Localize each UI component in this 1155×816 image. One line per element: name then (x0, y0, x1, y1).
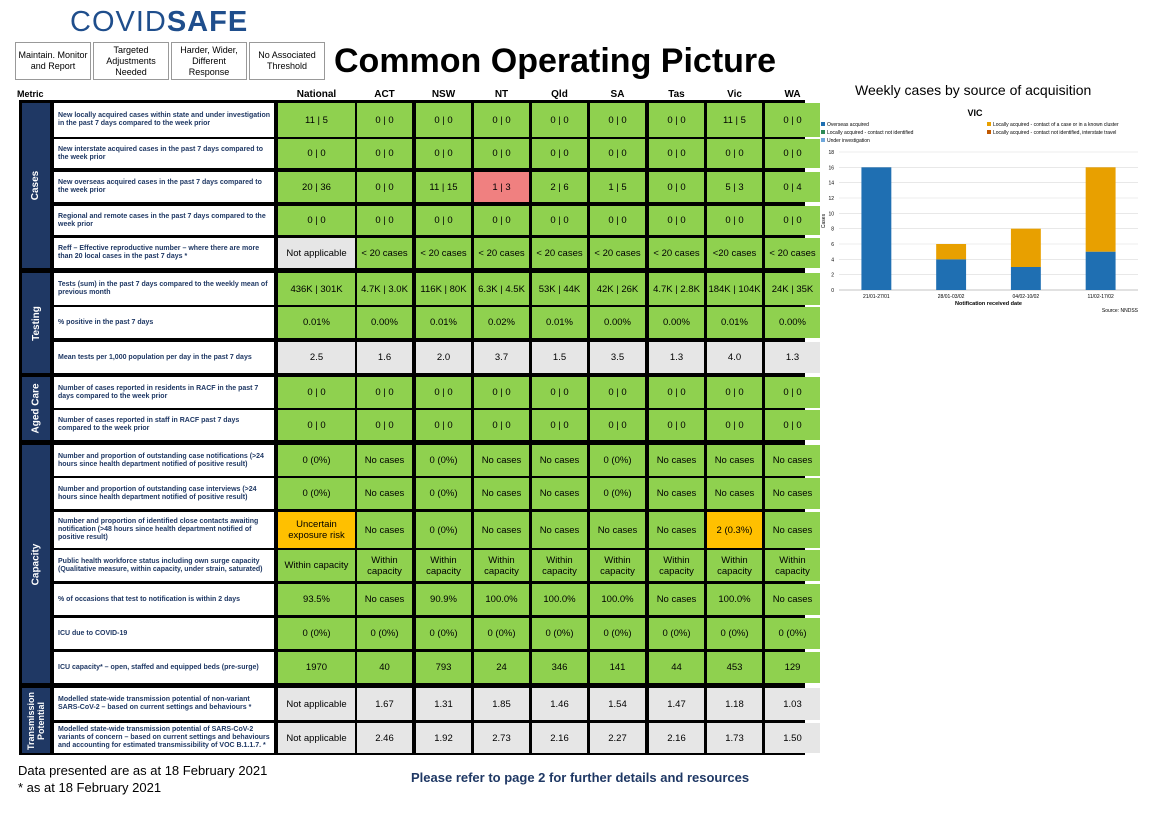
value-cell-sa: 0 (0%) (590, 618, 645, 649)
value-cell-qld: 0 (0%) (532, 618, 587, 649)
value-cell-national: 1970 (278, 652, 355, 683)
value-cell-qld: No cases (532, 445, 587, 476)
asterisk-note: * as at 18 February 2021 (18, 780, 162, 795)
value-cell-wa: 0 | 0 (765, 103, 820, 137)
value-cell-nt: No cases (474, 478, 529, 509)
value-cell-qld: 2 | 6 (532, 172, 587, 202)
value-cell-sa: 141 (590, 652, 645, 683)
value-cell-wa: 1.3 (765, 342, 820, 373)
value-cell-wa: 0 | 4 (765, 172, 820, 202)
value-cell-nt: 3.7 (474, 342, 529, 373)
value-cell-act: 0 | 0 (357, 206, 412, 235)
legend-harder (171, 42, 247, 80)
y-tick-label: 16 (828, 165, 834, 172)
value-cell-sa: < 20 cases (590, 238, 645, 268)
category-label: Capacity (30, 543, 42, 585)
value-cell-wa: 0 (0%) (765, 618, 820, 649)
value-cell-qld: Within capacity (532, 550, 587, 581)
value-cell-vic: 453 (707, 652, 762, 683)
value-cell-wa: < 20 cases (765, 238, 820, 268)
value-cell-nsw: 0 (0%) (416, 445, 471, 476)
weekly-cases-chart (815, 100, 1145, 318)
value-cell-act: 0 (0%) (357, 618, 412, 649)
value-cell-act: 0 | 0 (357, 172, 412, 202)
value-cell-vic: 0 | 0 (707, 410, 762, 440)
value-cell-qld: 1.46 (532, 688, 587, 720)
value-cell-vic: 0 | 0 (707, 206, 762, 235)
value-cell-vic: 1.18 (707, 688, 762, 720)
metric-description: New interstate acquired cases in the past 7 days compared to the week prior (54, 139, 274, 168)
value-cell-sa: 0 | 0 (590, 103, 645, 137)
value-cell-vic: No cases (707, 445, 762, 476)
value-cell-tas: 0 | 0 (649, 103, 704, 137)
value-cell-wa: Within capacity (765, 550, 820, 581)
value-cell-national: Not applicable (278, 723, 355, 753)
y-axis-label: Cases (821, 213, 827, 229)
value-cell-vic: 0 (0%) (707, 618, 762, 649)
refer-note: Please refer to page 2 for further details and resources (411, 770, 750, 785)
value-cell-vic: Within capacity (707, 550, 762, 581)
value-cell-tas: 0 | 0 (649, 206, 704, 235)
value-cell-wa: 0 | 0 (765, 206, 820, 235)
metric-description: Mean tests per 1,000 population per day in the past 7 days (54, 342, 274, 373)
category-cases (22, 103, 50, 268)
value-cell-tas: No cases (649, 512, 704, 548)
legend-swatch (821, 138, 825, 142)
value-cell-nsw: 116K | 80K (416, 273, 471, 305)
value-cell-wa: 0 | 0 (765, 377, 820, 408)
legend-maintain (15, 42, 91, 80)
value-cell-sa: No cases (590, 512, 645, 548)
metric-description: ICU capacity* – open, staffed and equipped beds (pre-surge) (54, 652, 274, 683)
y-tick-label: 14 (828, 180, 834, 187)
value-cell-tas: 4.7K | 2.8K (649, 273, 704, 305)
value-cell-nt: 6.3K | 4.5K (474, 273, 529, 305)
value-cell-tas: < 20 cases (649, 238, 704, 268)
value-cell-nt: 0 | 0 (474, 206, 529, 235)
metric-description: Modelled state-wide transmission potential of SARS-CoV-2 variants of concern – based on current settings and behaviours and accounting for estimated transmissibility of VOC B.1.1.7. * (54, 723, 274, 753)
value-cell-qld: 0 | 0 (532, 103, 587, 137)
legend-no-threshold-label: No Associated Threshold (258, 50, 316, 71)
value-cell-qld: 0 | 0 (532, 377, 587, 408)
metric-description: % of occasions that test to notification is within 2 days (54, 584, 274, 615)
value-cell-qld: 1.5 (532, 342, 587, 373)
value-cell-nsw: 2.0 (416, 342, 471, 373)
value-cell-nsw: 1.92 (416, 723, 471, 753)
value-cell-national: 0 (0%) (278, 618, 355, 649)
column-header-wa: WA (784, 89, 801, 100)
value-cell-tas: No cases (649, 584, 704, 615)
value-cell-vic: 11 | 5 (707, 103, 762, 137)
logo-part-covid: COVID (70, 6, 167, 38)
chart-source: Source: NNDSS (1101, 308, 1138, 314)
legend-entry: Locally acquired - contact not identified, interstate travel (993, 130, 1117, 136)
category-label: Transmission Potential (26, 691, 46, 750)
value-cell-vic: 2 (0.3%) (707, 512, 762, 548)
value-cell-nsw: 90.9% (416, 584, 471, 615)
metric-description: Number of cases reported in residents in RACF in the past 7 days compared to the week prior (54, 377, 274, 408)
value-cell-sa: 1.54 (590, 688, 645, 720)
legend-entry: Locally acquired - contact of a case or in a known cluster (993, 122, 1119, 128)
x-tick-label: 04/02-10/02 (1012, 294, 1040, 300)
legend-maintain-label: Maintain. Monitor and Report (18, 50, 88, 71)
value-cell-tas: 44 (649, 652, 704, 683)
value-cell-nsw: 0 (0%) (416, 618, 471, 649)
value-cell-vic: 184K | 104K (707, 273, 762, 305)
value-cell-tas: Within capacity (649, 550, 704, 581)
value-cell-nsw: 0 | 0 (416, 139, 471, 168)
value-cell-act: 0 | 0 (357, 139, 412, 168)
legend-entry: Under investigation (827, 138, 870, 144)
x-tick-label: 21/01-27/01 (863, 294, 890, 300)
bar-segment (1086, 167, 1116, 251)
value-cell-sa: 0 (0%) (590, 445, 645, 476)
value-cell-act: 4.7K | 3.0K (357, 273, 412, 305)
value-cell-national: 2.5 (278, 342, 355, 373)
value-cell-tas: 1.47 (649, 688, 704, 720)
value-cell-national: Not applicable (278, 238, 355, 268)
value-cell-sa: 0 | 0 (590, 139, 645, 168)
value-cell-nt: 24 (474, 652, 529, 683)
y-tick-label: 6 (831, 242, 834, 248)
value-cell-nt: 0 | 0 (474, 410, 529, 440)
y-tick-label: 12 (828, 196, 834, 202)
column-header-vic: Vic (727, 89, 742, 100)
value-cell-act: No cases (357, 445, 412, 476)
y-tick-label: 18 (828, 150, 834, 156)
value-cell-act: No cases (357, 478, 412, 509)
metric-description: Reff – Effective reproductive number – where there are more than 20 local cases in the past 7 days * (54, 238, 274, 268)
value-cell-tas: 1.3 (649, 342, 704, 373)
value-cell-qld: 53K | 44K (532, 273, 587, 305)
value-cell-vic: 0 | 0 (707, 377, 762, 408)
value-cell-national: Within capacity (278, 550, 355, 581)
legend-swatch (987, 122, 991, 126)
value-cell-wa: 129 (765, 652, 820, 683)
x-axis-label: Notification received date (955, 301, 1022, 307)
value-cell-act: 40 (357, 652, 412, 683)
value-cell-vic: 100.0% (707, 584, 762, 615)
value-cell-nsw: 0 | 0 (416, 410, 471, 440)
value-cell-tas: 0 | 0 (649, 172, 704, 202)
value-cell-nt: < 20 cases (474, 238, 529, 268)
column-header-national: National (296, 89, 337, 100)
value-cell-tas: No cases (649, 478, 704, 509)
value-cell-wa: No cases (765, 584, 820, 615)
value-cell-tas: 0 | 0 (649, 410, 704, 440)
value-cell-wa: 0.00% (765, 307, 820, 338)
value-cell-nsw: 793 (416, 652, 471, 683)
legend-targeted (93, 42, 169, 80)
category-label: Cases (30, 170, 42, 201)
value-cell-qld: 0 | 0 (532, 139, 587, 168)
value-cell-tas: 0 (0%) (649, 618, 704, 649)
value-cell-qld: No cases (532, 512, 587, 548)
value-cell-nt: 0 (0%) (474, 618, 529, 649)
metric-description: Number and proportion of outstanding case interviews (>24 hours since health department notified of positive result) (54, 478, 274, 509)
value-cell-nt: 2.73 (474, 723, 529, 753)
value-cell-national: 0 | 0 (278, 139, 355, 168)
category-aged-care (22, 377, 50, 440)
value-cell-vic: No cases (707, 478, 762, 509)
value-cell-sa: 3.5 (590, 342, 645, 373)
value-cell-act: 2.46 (357, 723, 412, 753)
value-cell-nsw: 0 (0%) (416, 478, 471, 509)
value-cell-act: 0 | 0 (357, 103, 412, 137)
value-cell-act: Within capacity (357, 550, 412, 581)
value-cell-qld: 0 | 0 (532, 410, 587, 440)
value-cell-wa: 1.50 (765, 723, 820, 753)
metric-description: ICU due to COVID-19 (54, 618, 274, 649)
value-cell-national: 0 (0%) (278, 445, 355, 476)
value-cell-vic: <20 cases (707, 238, 762, 268)
value-cell-wa: 24K | 35K (765, 273, 820, 305)
bar-segment (1011, 267, 1041, 290)
value-cell-vic: 4.0 (707, 342, 762, 373)
value-cell-national: Not applicable (278, 688, 355, 720)
category-label: Testing (30, 305, 42, 341)
metric-description: New overseas acquired cases in the past 7 days compared to the week prior (54, 172, 274, 202)
value-cell-tas: No cases (649, 445, 704, 476)
bar-segment (861, 167, 891, 290)
legend-swatch (987, 130, 991, 134)
metric-description: Public health workforce status including own surge capacity (Qualitative measure, within capacity, under strain, saturated) (54, 550, 274, 581)
value-cell-act: No cases (357, 512, 412, 548)
value-cell-national: 436K | 301K (278, 273, 355, 305)
y-tick-label: 2 (831, 272, 834, 279)
value-cell-wa: No cases (765, 445, 820, 476)
value-cell-nsw: 1.31 (416, 688, 471, 720)
bar-segment (1086, 252, 1116, 290)
value-cell-qld: < 20 cases (532, 238, 587, 268)
logo-part-safe: SAFE (166, 6, 249, 38)
value-cell-national: 20 | 36 (278, 172, 355, 202)
column-header-act: ACT (374, 89, 395, 100)
value-cell-sa: 0 | 0 (590, 377, 645, 408)
value-cell-vic: 5 | 3 (707, 172, 762, 202)
value-cell-tas: 2.16 (649, 723, 704, 753)
value-cell-nsw: 11 | 15 (416, 172, 471, 202)
value-cell-wa: No cases (765, 478, 820, 509)
value-cell-qld: 100.0% (532, 584, 587, 615)
value-cell-nt: 0.02% (474, 307, 529, 338)
column-header-qld: Qld (551, 89, 568, 100)
metric-description: New locally acquired cases within state and under investigation in the past 7 days compared to the week prior (54, 103, 274, 137)
value-cell-nt: 100.0% (474, 584, 529, 615)
value-cell-nsw: 0 | 0 (416, 377, 471, 408)
metric-description: Number and proportion of outstanding case notifications (>24 hours since health department notified of positive result) (54, 445, 274, 476)
legend-swatch (821, 122, 825, 126)
value-cell-nsw: 0 | 0 (416, 103, 471, 137)
metric-header: Metric (17, 89, 44, 99)
x-tick-label: 28/01-03/02 (937, 294, 965, 300)
covidsafe-logo (70, 6, 248, 39)
value-cell-qld: 346 (532, 652, 587, 683)
value-cell-act: 0 | 0 (357, 410, 412, 440)
chart-title: Weekly cases by source of acquisition (855, 82, 1092, 98)
value-cell-nsw: 0 (0%) (416, 512, 471, 548)
x-tick-label: 11/02-17/02 (1087, 294, 1114, 300)
value-cell-qld: 2.16 (532, 723, 587, 753)
y-tick-label: 10 (828, 211, 834, 218)
value-cell-tas: 0 | 0 (649, 377, 704, 408)
metric-description: Number and proportion of identified close contacts awaiting notification (>48 hours since health department notified of positive result) (54, 512, 274, 548)
category-testing (22, 273, 50, 373)
category-transmission-potential (22, 688, 50, 753)
metric-description: % positive in the past 7 days (54, 307, 274, 338)
value-cell-national: Uncertain exposure risk (278, 512, 355, 548)
legend-harder-label: Harder, Wider, Different Response (180, 44, 238, 77)
bar-segment (1011, 229, 1041, 267)
legend-entry: Locally acquired - contact not identified (827, 130, 914, 136)
metric-description: Modelled state-wide transmission potential of non-variant SARS-CoV-2 – based on current settings and behaviours * (54, 688, 274, 720)
value-cell-act: 1.6 (357, 342, 412, 373)
value-cell-nsw: 0 | 0 (416, 206, 471, 235)
column-header-nsw: NSW (431, 89, 456, 100)
value-cell-qld: No cases (532, 478, 587, 509)
value-cell-sa: Within capacity (590, 550, 645, 581)
legend-swatch (821, 130, 825, 134)
category-label: Aged Care (30, 383, 42, 434)
value-cell-nt: 1 | 3 (474, 172, 529, 202)
value-cell-national: 11 | 5 (278, 103, 355, 137)
column-header-tas: Tas (668, 89, 685, 100)
value-cell-national: 0 | 0 (278, 377, 355, 408)
value-cell-nt: No cases (474, 445, 529, 476)
value-cell-act: < 20 cases (357, 238, 412, 268)
value-cell-sa: 0 (0%) (590, 478, 645, 509)
value-cell-national: 0 | 0 (278, 410, 355, 440)
value-cell-qld: 0.01% (532, 307, 587, 338)
page-title: Common Operating Picture (334, 42, 777, 80)
category-capacity (22, 445, 50, 683)
chart-subtitle: VIC (967, 108, 983, 118)
value-cell-wa: 0 | 0 (765, 139, 820, 168)
value-cell-nt: No cases (474, 512, 529, 548)
y-tick-label: 0 (831, 288, 834, 294)
column-header-sa: SA (610, 89, 625, 100)
value-cell-sa: 0 | 0 (590, 410, 645, 440)
value-cell-national: 93.5% (278, 584, 355, 615)
value-cell-wa: 1.03 (765, 688, 820, 720)
value-cell-sa: 42K | 26K (590, 273, 645, 305)
data-date-note: Data presented are as at 18 February 2021 (18, 763, 268, 778)
value-cell-nt: 0 | 0 (474, 139, 529, 168)
value-cell-wa: No cases (765, 512, 820, 548)
value-cell-nt: 0 | 0 (474, 103, 529, 137)
value-cell-sa: 100.0% (590, 584, 645, 615)
value-cell-act: No cases (357, 584, 412, 615)
legend-entry: Overseas acquired (827, 122, 869, 128)
value-cell-national: 0 (0%) (278, 478, 355, 509)
y-tick-label: 8 (831, 226, 834, 233)
value-cell-vic: 0.01% (707, 307, 762, 338)
bar-segment (936, 259, 966, 290)
legend-no-threshold (249, 42, 325, 80)
value-cell-nt: Within capacity (474, 550, 529, 581)
value-cell-tas: 0.00% (649, 307, 704, 338)
value-cell-vic: 1.73 (707, 723, 762, 753)
bar-segment (936, 244, 966, 259)
metric-description: Tests (sum) in the past 7 days compared to the weekly mean of previous month (54, 273, 274, 305)
value-cell-tas: 0 | 0 (649, 139, 704, 168)
metric-description: Number of cases reported in staff in RACF past 7 days compared to the week prior (54, 410, 274, 440)
value-cell-sa: 0.00% (590, 307, 645, 338)
column-header-nt: NT (494, 89, 509, 100)
value-cell-sa: 0 | 0 (590, 206, 645, 235)
value-cell-act: 0 | 0 (357, 377, 412, 408)
value-cell-national: 0.01% (278, 307, 355, 338)
value-cell-wa: 0 | 0 (765, 410, 820, 440)
value-cell-vic: 0 | 0 (707, 139, 762, 168)
value-cell-nt: 1.85 (474, 688, 529, 720)
value-cell-nsw: < 20 cases (416, 238, 471, 268)
legend-targeted-label: Targeted Adjustments Needed (106, 44, 156, 77)
y-tick-label: 4 (831, 257, 834, 264)
common-operating-picture-table (19, 100, 816, 755)
value-cell-nsw: 0.01% (416, 307, 471, 338)
metric-description: Regional and remote cases in the past 7 days compared to the week prior (54, 206, 274, 235)
value-cell-act: 1.67 (357, 688, 412, 720)
value-cell-nt: 0 | 0 (474, 377, 529, 408)
value-cell-qld: 0 | 0 (532, 206, 587, 235)
value-cell-national: 0 | 0 (278, 206, 355, 235)
value-cell-nsw: Within capacity (416, 550, 471, 581)
value-cell-act: 0.00% (357, 307, 412, 338)
value-cell-sa: 1 | 5 (590, 172, 645, 202)
value-cell-sa: 2.27 (590, 723, 645, 753)
